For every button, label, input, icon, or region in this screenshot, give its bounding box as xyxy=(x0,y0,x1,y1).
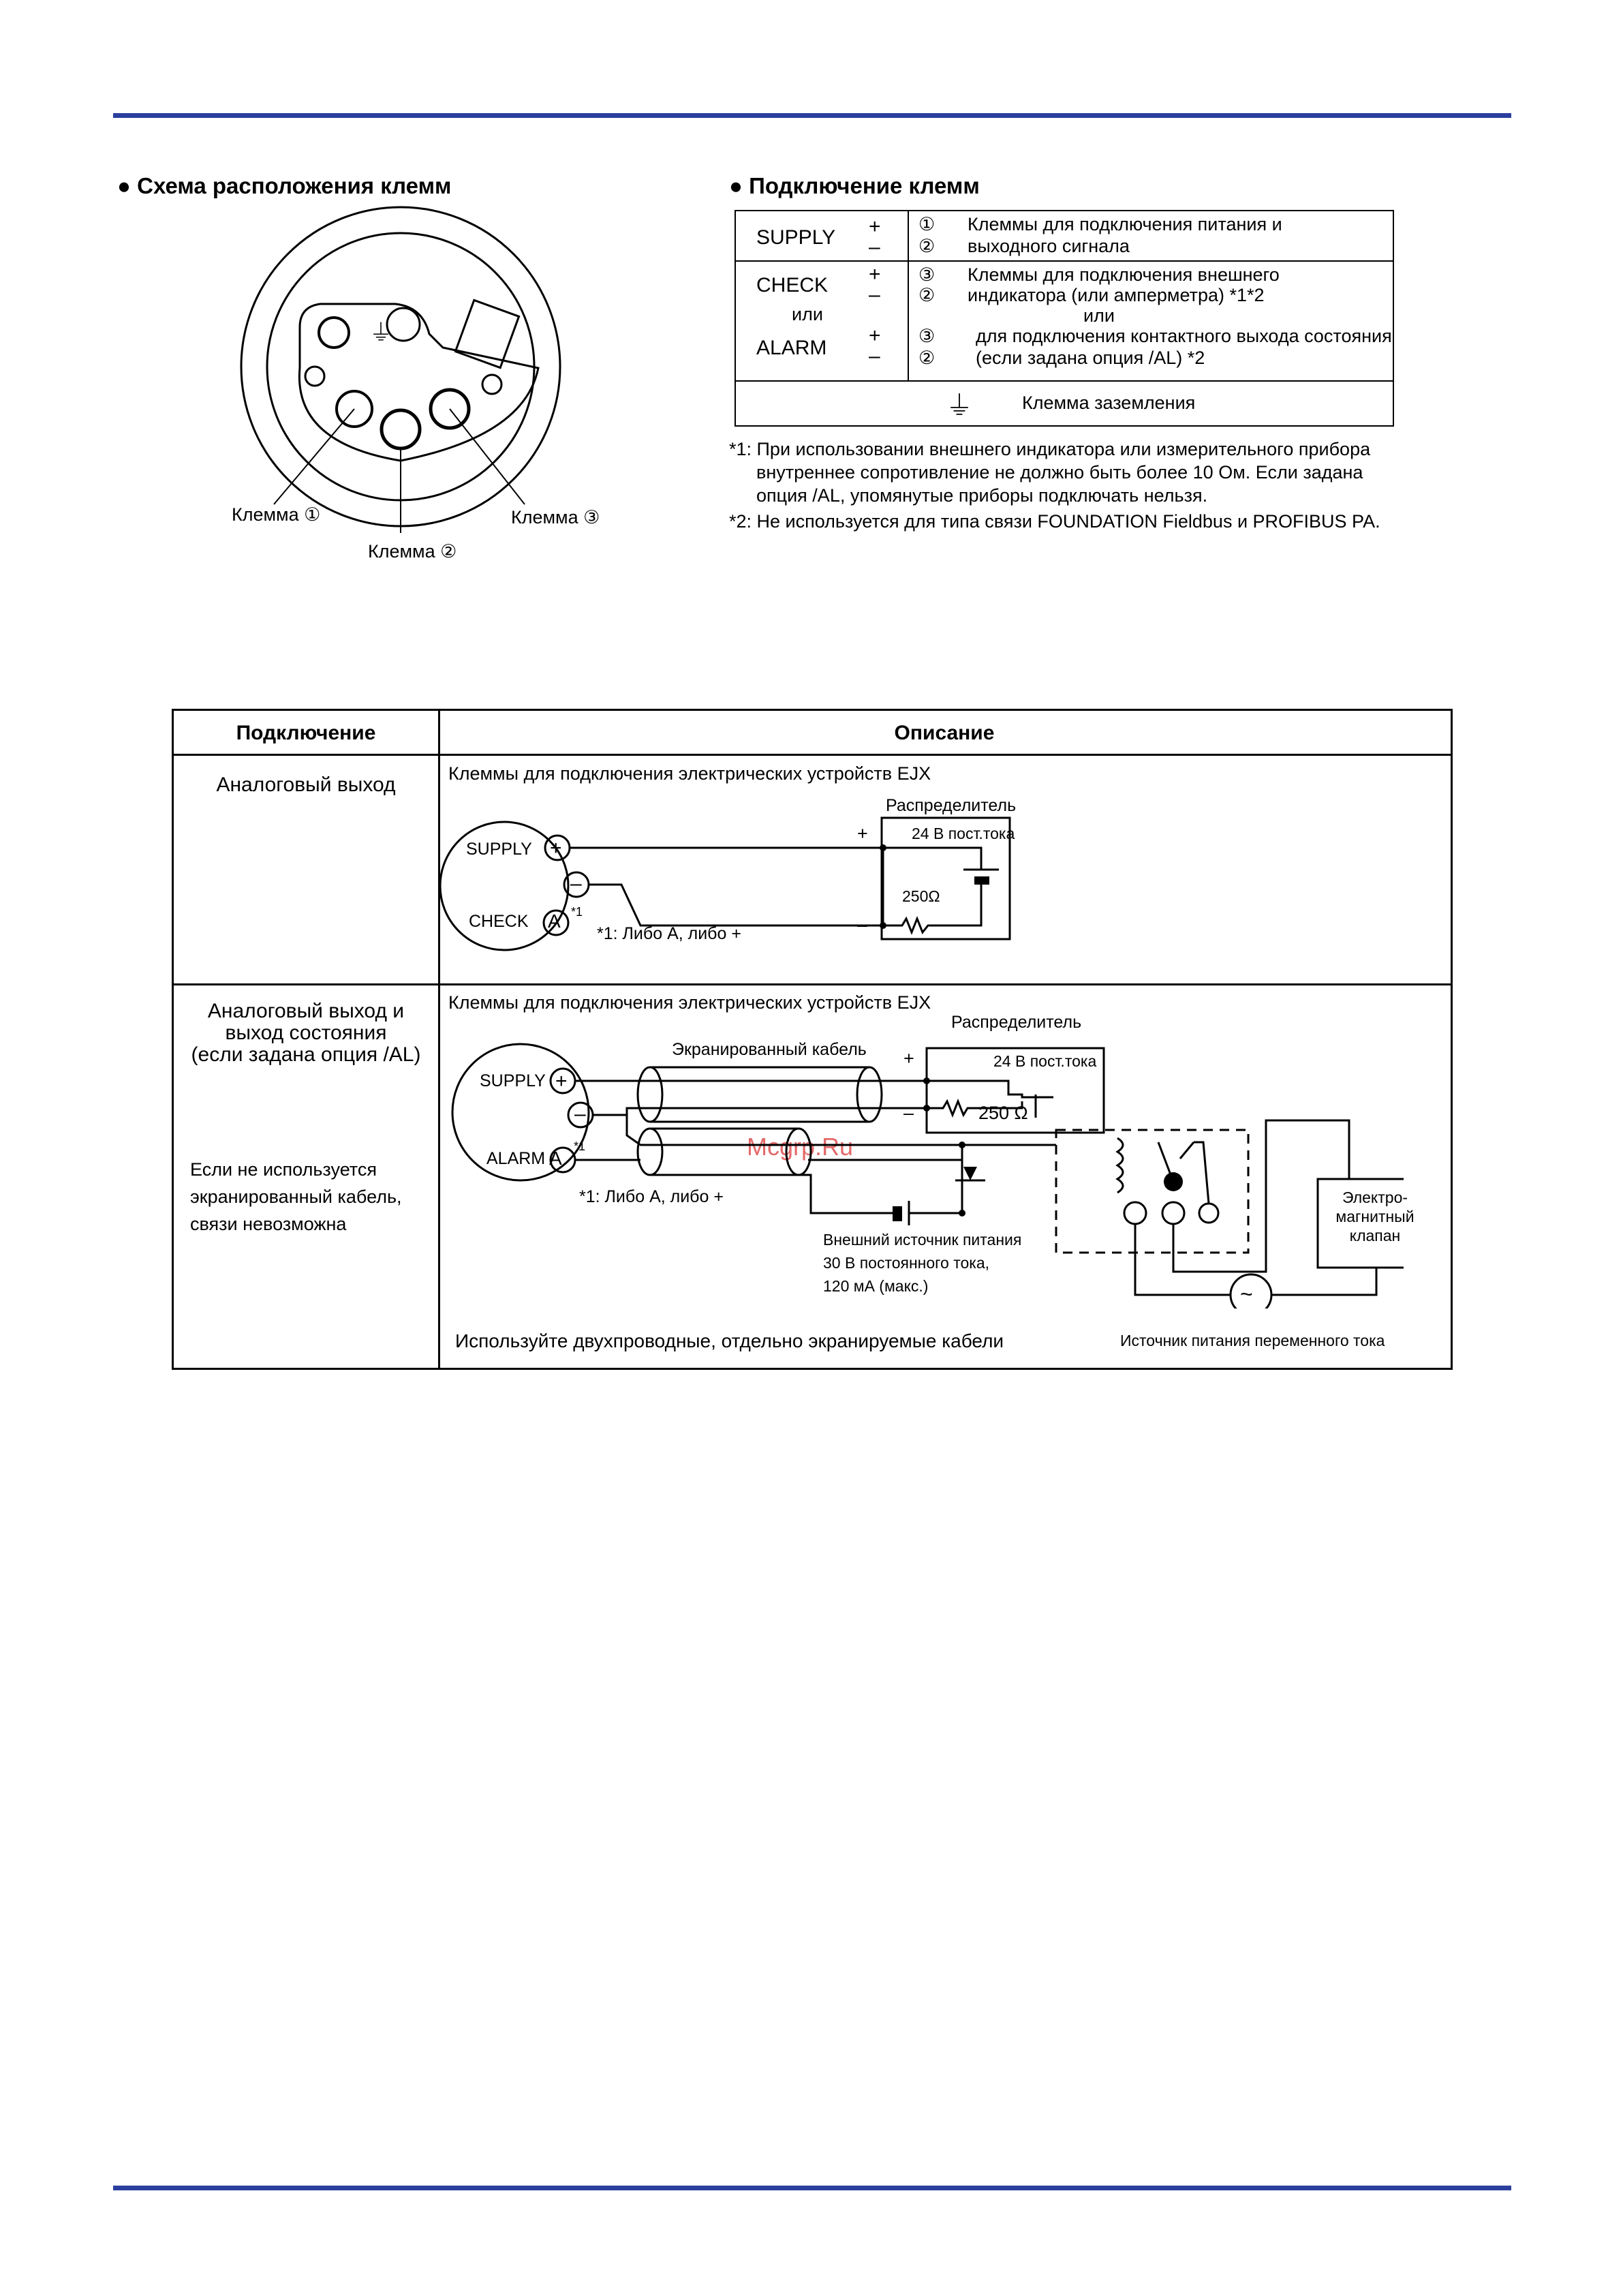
row1-device-circle xyxy=(440,822,568,950)
alarm-label: ALARM xyxy=(756,337,827,359)
row1-resistor: 250Ω xyxy=(902,887,940,905)
supply-label: SUPPLY xyxy=(756,226,836,249)
terminal-2-screw xyxy=(382,410,420,448)
solenoid-valve-box xyxy=(1318,1179,1404,1268)
row1-note-mark: *1 xyxy=(571,905,583,919)
row1-supply: SUPPLY xyxy=(466,840,532,859)
row2-cable: Экранированный кабель xyxy=(672,1040,867,1059)
ground-label: Клемма заземления xyxy=(1022,393,1196,413)
row2-ac: Источник питания переменного тока xyxy=(1120,1332,1385,1349)
row2-ext-l2: 30 В постоянного тока, xyxy=(823,1254,990,1272)
note-1-line1: *1: При использовании внешнего индикатора или измерительного прибора xyxy=(729,439,1371,459)
row2-wiring-diagram xyxy=(436,1009,1404,1308)
row2-a-terminal xyxy=(551,1148,575,1172)
row2-supply: SUPPLY xyxy=(480,1071,546,1090)
relay-coil xyxy=(1117,1138,1123,1193)
heading-terminal-layout: ● Схема расположения клемм xyxy=(117,173,452,198)
row2-plus: + xyxy=(903,1048,914,1069)
label-terminal-2: Клемма ② xyxy=(368,541,457,562)
watermark: Mcgrp.Ru xyxy=(747,1133,854,1161)
heading-terminal-connection: ● Подключение клемм xyxy=(729,173,980,198)
svg-text:–: – xyxy=(574,1103,586,1125)
ground-screw xyxy=(319,318,349,348)
row1-a: A xyxy=(548,910,561,932)
relay-box xyxy=(1056,1130,1248,1253)
row2-valve-l1: Электро- xyxy=(1342,1189,1408,1206)
note-1-line3: опция /AL, упомянутые приборы подключать нельзя. xyxy=(756,485,1208,506)
row1-title: Клеммы для подключения электрических устройств EJX xyxy=(448,763,931,784)
row2-note-mark: *1 xyxy=(574,1139,586,1153)
row1-voltage: 24 В пост.тока xyxy=(912,825,1015,842)
row2-name-l2: выход состояния xyxy=(225,1022,387,1044)
row2-a: A xyxy=(549,1148,562,1169)
shield-2 xyxy=(638,1129,662,1175)
row1-check: CHECK xyxy=(469,912,529,931)
row1-distributor-box xyxy=(882,818,1010,939)
svg-text:–: – xyxy=(570,872,582,895)
row2-title: Клеммы для подключения электрических устройств EJX xyxy=(448,992,931,1013)
row2-alarm: ALARM xyxy=(486,1149,546,1168)
row1-plus: + xyxy=(857,823,868,844)
label-terminal-1: Клемма ① xyxy=(232,504,321,525)
row2-ext-l3: 120 мА (макс.) xyxy=(823,1277,929,1295)
row2-warn-l1: Если не используется xyxy=(190,1159,377,1180)
row1-wiring-diagram xyxy=(436,791,1049,968)
ground-symbol: ⏚ xyxy=(369,320,392,346)
row2-warn-l3: связи невозможна xyxy=(190,1214,347,1234)
row2-name-l1: Аналоговый выход и xyxy=(207,1000,405,1022)
row1-distributor: Распределитель xyxy=(886,796,1017,815)
svg-text:+: + xyxy=(550,837,562,859)
row2-ext-l1: Внешний источник питания xyxy=(823,1231,1022,1249)
terminal-connection-table: SUPPLY + – ① ② Клеммы для подключения питания и выходного сигнала CHECK или ALARM + – + – ③ ② ③ ② Клеммы для подключения внешнего индикатора (или амперметра) *1*2 или для подключения контактного выхода состояния (если задана опция /AL) *2 ⏚ Клемма заземления xyxy=(735,210,1394,427)
row2-distributor: Распределитель xyxy=(951,1013,1082,1032)
row1-minus: – xyxy=(857,915,868,935)
row2-valve-l2: магнитный xyxy=(1335,1208,1415,1225)
row2-footnote: *1: Либо A, либо + xyxy=(579,1187,724,1206)
note-2: *2: Не используется для типа связи FOUNDATION Fieldbus и PROFIBUS PA. xyxy=(729,511,1380,532)
row1-name: Аналоговый выход xyxy=(216,774,396,796)
row2-minus: – xyxy=(903,1103,914,1123)
col-header-connection: Подключение xyxy=(236,722,376,744)
row2-voltage: 24 В пост.тока xyxy=(993,1052,1097,1070)
row2-resistor: 250 Ω xyxy=(978,1103,1028,1123)
shield-1 xyxy=(638,1067,662,1122)
svg-text:+: + xyxy=(555,1070,568,1092)
svg-text:~: ~ xyxy=(1240,1282,1253,1306)
col-header-description: Описание xyxy=(894,722,995,744)
note-1-line2: внутреннее сопротивление не должно быть более 10 Ом. Если задана xyxy=(756,462,1363,483)
row2-distributor-box xyxy=(927,1048,1104,1133)
top-rule xyxy=(113,113,1511,118)
row2-valve-l3: клапан xyxy=(1349,1227,1401,1244)
row2-warn-l2: экранированный кабель, xyxy=(190,1187,402,1207)
check-label: CHECK xyxy=(756,274,829,296)
row1-footnote: *1: Либо A, либо + xyxy=(597,924,741,943)
label-terminal-3: Клемма ③ xyxy=(511,507,600,527)
bottom-rule xyxy=(113,2186,1511,2190)
row2-bottom-note: Используйте двухпроводные, отдельно экранируемые кабели xyxy=(455,1330,1004,1351)
row2-name-l3: (если задана опция /AL) xyxy=(191,1043,421,1066)
ground-symbol: ⏚ xyxy=(946,391,973,421)
diode xyxy=(963,1167,977,1180)
